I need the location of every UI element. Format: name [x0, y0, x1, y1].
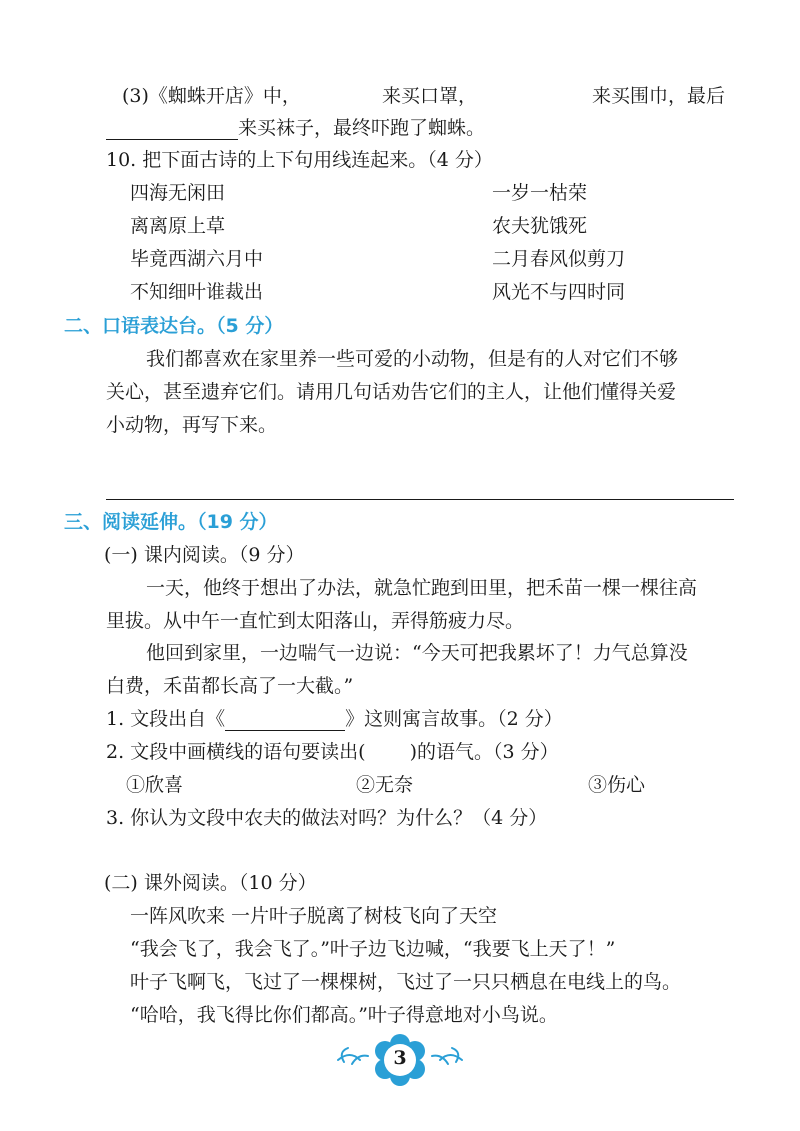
part-2-passage-1: “我会飞了，我会飞了。”叶子边飞边喊，“我要飞上天了！” — [130, 938, 616, 960]
part-1-passage-3: 他回到家里，一边喘气一边说：“今天可把我累坏了！力气总算没 — [146, 642, 688, 664]
part-1-q1-prefix: 1. 文段出自《 — [106, 708, 226, 730]
section-2-line-3: 小动物，再写下来。 — [106, 414, 278, 436]
section-3-heading: 三、阅读延伸。（19 分） — [64, 511, 278, 533]
q9-3-blank-3[interactable] — [106, 119, 238, 140]
q10-left-2[interactable]: 离离原上草 — [130, 215, 226, 237]
part-1-q1-suffix: 》这则寓言故事。（2 分） — [345, 708, 563, 730]
section-2-line-2: 关心，甚至遗弃它们。请用几句话劝告它们的主人，让他们懂得关爱 — [106, 381, 677, 403]
part-1-passage-4: 白费，禾苗都长高了一大截。” — [106, 675, 354, 697]
section-2-heading: 二、口语表达台。（5 分） — [64, 315, 284, 337]
part-1-passage-2: 里拔。从中午一直忙到太阳落山，弄得筋疲力尽。 — [106, 610, 525, 632]
q10-title: 10. 把下面古诗的上下句用线连起来。（4 分） — [106, 149, 493, 171]
q10-left-1[interactable]: 四海无闲田 — [130, 182, 226, 204]
part-1-q1 — [106, 707, 563, 731]
q9-3-line1 — [122, 84, 301, 108]
part-2-title: 一阵风吹来 一片叶子脱离了树枝飞向了天空 — [130, 905, 498, 927]
part-1-q2 — [106, 740, 559, 764]
part-1-passage-1: 一天，他终于想出了办法，就急忙跑到田里，把禾苗一棵一棵往高 — [146, 577, 698, 599]
section-2-line-1: 我们都喜欢在家里养一些可爱的小动物，但是有的人对它们不够 — [146, 348, 679, 370]
q10-left-3[interactable]: 毕竟西湖六月中 — [130, 248, 264, 270]
part-1-q3: 3. 你认为文段中农夫的做法对吗？为什么？（4 分） — [106, 807, 548, 829]
q9-3-text-b: 来买口罩， — [382, 85, 478, 107]
q9-3-text-d: 来买袜子，最终吓跑了蜘蛛。 — [238, 117, 486, 139]
q9-3-line2 — [106, 116, 485, 140]
page-number: 3 — [393, 1047, 407, 1069]
q10-right-2[interactable]: 农夫犹饿死 — [492, 215, 588, 237]
q10-left-4[interactable]: 不知细叶谁裁出 — [130, 281, 264, 303]
part-1-q2-option-1[interactable]: ①欣喜 — [126, 774, 184, 796]
q10-right-4[interactable]: 风光不与四时同 — [492, 281, 626, 303]
q10-right-3[interactable]: 二月春风似剪刀 — [492, 248, 626, 270]
part-1-q1-blank[interactable] — [225, 710, 345, 731]
part-2-heading: (二) 课外阅读。（10 分） — [104, 872, 317, 894]
q10-right-1[interactable]: 一岁一枯荣 — [492, 182, 588, 204]
part-1-q2-option-2[interactable]: ②无奈 — [356, 774, 414, 796]
part-2-passage-2: 叶子飞啊飞，飞过了一棵棵树，飞过了一只只栖息在电线上的鸟。 — [130, 971, 682, 993]
part-1-q2-suffix: )的语气。（3 分） — [409, 741, 559, 763]
part-1-heading: (一) 课内阅读。（9 分） — [104, 544, 305, 566]
section-2-answer-line[interactable] — [106, 499, 734, 500]
q9-3-text-c: 来买围巾，最后 — [592, 85, 726, 107]
part-2-passage-3: “哈哈，我飞得比你们都高。”叶子得意地对小鸟说。 — [130, 1004, 558, 1026]
q9-3-text-a: (3)《蜘蛛开店》中， — [122, 85, 301, 107]
part-1-q2-prefix: 2. 文段中画横线的语句要读出( — [106, 741, 366, 763]
part-1-q2-option-3[interactable]: ③伤心 — [588, 774, 646, 796]
